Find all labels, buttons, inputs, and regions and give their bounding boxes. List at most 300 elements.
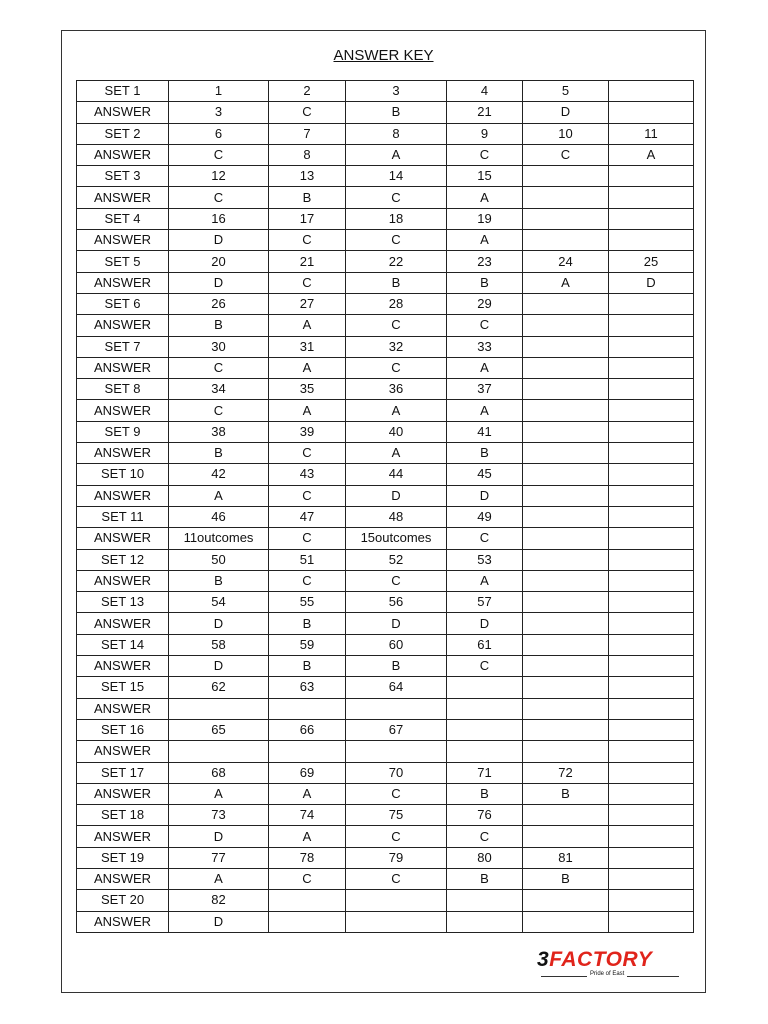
row-label-cell: SET 7 bbox=[77, 336, 169, 357]
table-row bbox=[77, 506, 694, 527]
table-row bbox=[77, 656, 694, 677]
table-cell: 27 bbox=[269, 293, 346, 314]
table-cell bbox=[523, 315, 609, 336]
row-label-cell: ANSWER bbox=[77, 783, 169, 804]
table-cell: B bbox=[269, 656, 346, 677]
table-cell bbox=[523, 719, 609, 740]
table-cell: D bbox=[169, 272, 269, 293]
table-cell bbox=[523, 400, 609, 421]
table-cell: B bbox=[447, 868, 523, 889]
table-cell: 7 bbox=[269, 123, 346, 144]
table-cell: 54 bbox=[169, 592, 269, 613]
table-cell: B bbox=[447, 443, 523, 464]
row-label-cell: ANSWER bbox=[77, 272, 169, 293]
row-label-cell: ANSWER bbox=[77, 144, 169, 165]
table-row bbox=[77, 123, 694, 144]
table-cell bbox=[609, 464, 694, 485]
table-cell: C bbox=[447, 528, 523, 549]
table-cell: 80 bbox=[447, 847, 523, 868]
table-row bbox=[77, 421, 694, 442]
table-cell: 63 bbox=[269, 677, 346, 698]
table-cell: C bbox=[447, 826, 523, 847]
table-cell: C bbox=[169, 400, 269, 421]
table-cell: B bbox=[523, 868, 609, 889]
table-row bbox=[77, 592, 694, 613]
row-label-cell: ANSWER bbox=[77, 315, 169, 336]
table-cell: C bbox=[346, 826, 447, 847]
table-row bbox=[77, 485, 694, 506]
row-label-cell: SET 20 bbox=[77, 890, 169, 911]
table-cell: 21 bbox=[269, 251, 346, 272]
table-cell: A bbox=[169, 868, 269, 889]
table-cell bbox=[609, 847, 694, 868]
row-label-cell: SET 4 bbox=[77, 208, 169, 229]
table-cell: 11outcomes bbox=[169, 528, 269, 549]
table-row bbox=[77, 677, 694, 698]
table-row bbox=[77, 336, 694, 357]
table-cell: 18 bbox=[346, 208, 447, 229]
row-label-cell: SET 1 bbox=[77, 81, 169, 102]
table-cell: 79 bbox=[346, 847, 447, 868]
table-cell bbox=[609, 890, 694, 911]
table-row bbox=[77, 400, 694, 421]
table-cell bbox=[523, 187, 609, 208]
table-cell bbox=[609, 592, 694, 613]
table-cell: B bbox=[169, 443, 269, 464]
table-cell: 23 bbox=[447, 251, 523, 272]
table-cell bbox=[609, 379, 694, 400]
table-cell bbox=[523, 592, 609, 613]
table-cell bbox=[447, 677, 523, 698]
table-cell bbox=[523, 528, 609, 549]
table-cell: 70 bbox=[346, 762, 447, 783]
table-cell bbox=[609, 656, 694, 677]
table-cell: 58 bbox=[169, 634, 269, 655]
table-cell bbox=[523, 506, 609, 527]
table-row bbox=[77, 187, 694, 208]
row-label-cell: SET 19 bbox=[77, 847, 169, 868]
table-cell: 47 bbox=[269, 506, 346, 527]
table-cell: C bbox=[447, 656, 523, 677]
logo-tagline: Pride of East bbox=[587, 971, 627, 977]
answer-key-body bbox=[77, 81, 694, 933]
table-row bbox=[77, 570, 694, 591]
row-label-cell: ANSWER bbox=[77, 613, 169, 634]
table-cell: A bbox=[346, 443, 447, 464]
table-cell: D bbox=[346, 485, 447, 506]
table-cell: 15outcomes bbox=[346, 528, 447, 549]
table-cell: B bbox=[169, 315, 269, 336]
table-cell bbox=[523, 336, 609, 357]
row-label-cell: SET 8 bbox=[77, 379, 169, 400]
table-cell bbox=[269, 741, 346, 762]
table-cell: 43 bbox=[269, 464, 346, 485]
table-cell: 49 bbox=[447, 506, 523, 527]
table-cell bbox=[269, 911, 346, 932]
page-title: ANSWER KEY bbox=[333, 47, 434, 64]
table-cell: C bbox=[447, 315, 523, 336]
table-cell: A bbox=[346, 144, 447, 165]
table-cell: 31 bbox=[269, 336, 346, 357]
table-cell: 74 bbox=[269, 805, 346, 826]
table-cell bbox=[609, 868, 694, 889]
row-label-cell: ANSWER bbox=[77, 826, 169, 847]
table-cell bbox=[609, 102, 694, 123]
table-cell: 1 bbox=[169, 81, 269, 102]
table-cell bbox=[609, 826, 694, 847]
row-label-cell: SET 18 bbox=[77, 805, 169, 826]
table-cell bbox=[609, 528, 694, 549]
table-cell bbox=[269, 698, 346, 719]
table-cell: A bbox=[447, 357, 523, 378]
table-row bbox=[77, 357, 694, 378]
table-cell bbox=[609, 677, 694, 698]
table-cell: 4 bbox=[447, 81, 523, 102]
table-row bbox=[77, 868, 694, 889]
table-cell: A bbox=[269, 783, 346, 804]
table-cell bbox=[609, 613, 694, 634]
table-cell: 28 bbox=[346, 293, 447, 314]
table-cell: 17 bbox=[269, 208, 346, 229]
table-row bbox=[77, 805, 694, 826]
table-cell bbox=[609, 166, 694, 187]
table-cell: 77 bbox=[169, 847, 269, 868]
table-cell bbox=[609, 805, 694, 826]
table-cell: 14 bbox=[346, 166, 447, 187]
table-cell bbox=[447, 741, 523, 762]
row-label-cell: ANSWER bbox=[77, 698, 169, 719]
table-cell: 32 bbox=[346, 336, 447, 357]
table-cell: 33 bbox=[447, 336, 523, 357]
table-cell: A bbox=[269, 400, 346, 421]
table-cell bbox=[609, 485, 694, 506]
table-cell: 62 bbox=[169, 677, 269, 698]
row-label-cell: SET 6 bbox=[77, 293, 169, 314]
row-label-cell: ANSWER bbox=[77, 741, 169, 762]
table-row bbox=[77, 719, 694, 740]
table-cell: 75 bbox=[346, 805, 447, 826]
row-label-cell: ANSWER bbox=[77, 443, 169, 464]
table-cell: A bbox=[346, 400, 447, 421]
row-label-cell: SET 9 bbox=[77, 421, 169, 442]
table-cell bbox=[447, 698, 523, 719]
table-cell bbox=[609, 719, 694, 740]
table-cell: C bbox=[269, 443, 346, 464]
table-cell: A bbox=[447, 230, 523, 251]
table-cell bbox=[523, 613, 609, 634]
table-cell: 9 bbox=[447, 123, 523, 144]
table-cell: 52 bbox=[346, 549, 447, 570]
table-row bbox=[77, 464, 694, 485]
table-cell: B bbox=[523, 783, 609, 804]
table-cell: B bbox=[447, 272, 523, 293]
table-cell: A bbox=[523, 272, 609, 293]
row-label-cell: ANSWER bbox=[77, 911, 169, 932]
row-label-cell: SET 11 bbox=[77, 506, 169, 527]
table-cell: D bbox=[609, 272, 694, 293]
table-cell bbox=[609, 762, 694, 783]
row-label-cell: ANSWER bbox=[77, 528, 169, 549]
table-row bbox=[77, 315, 694, 336]
table-cell: B bbox=[346, 656, 447, 677]
table-cell: C bbox=[269, 570, 346, 591]
table-cell: C bbox=[169, 144, 269, 165]
table-cell: 20 bbox=[169, 251, 269, 272]
table-cell: 64 bbox=[346, 677, 447, 698]
table-row bbox=[77, 379, 694, 400]
table-cell: 68 bbox=[169, 762, 269, 783]
table-cell: C bbox=[346, 868, 447, 889]
table-cell: 82 bbox=[169, 890, 269, 911]
table-row bbox=[77, 741, 694, 762]
table-cell: 38 bbox=[169, 421, 269, 442]
table-cell: 2 bbox=[269, 81, 346, 102]
table-cell: 60 bbox=[346, 634, 447, 655]
table-cell bbox=[346, 698, 447, 719]
table-cell bbox=[523, 677, 609, 698]
table-cell bbox=[609, 315, 694, 336]
row-label-cell: SET 17 bbox=[77, 762, 169, 783]
logo-wordmark bbox=[537, 948, 652, 972]
table-cell: 29 bbox=[447, 293, 523, 314]
table-cell: 69 bbox=[269, 762, 346, 783]
table-cell: 48 bbox=[346, 506, 447, 527]
row-label-cell: SET 10 bbox=[77, 464, 169, 485]
table-cell: 11 bbox=[609, 123, 694, 144]
table-cell: 34 bbox=[169, 379, 269, 400]
table-row bbox=[77, 166, 694, 187]
table-row bbox=[77, 847, 694, 868]
table-cell: 12 bbox=[169, 166, 269, 187]
table-cell bbox=[523, 698, 609, 719]
table-row bbox=[77, 890, 694, 911]
table-cell: C bbox=[346, 357, 447, 378]
row-label-cell: ANSWER bbox=[77, 400, 169, 421]
table-cell bbox=[609, 293, 694, 314]
table-cell: 71 bbox=[447, 762, 523, 783]
table-cell bbox=[523, 805, 609, 826]
table-cell bbox=[609, 911, 694, 932]
row-label-cell: ANSWER bbox=[77, 230, 169, 251]
table-cell bbox=[523, 464, 609, 485]
table-cell: 61 bbox=[447, 634, 523, 655]
table-cell bbox=[609, 336, 694, 357]
table-cell: 36 bbox=[346, 379, 447, 400]
table-cell: 41 bbox=[447, 421, 523, 442]
table-cell: D bbox=[169, 613, 269, 634]
table-cell: C bbox=[447, 144, 523, 165]
table-cell: 50 bbox=[169, 549, 269, 570]
table-cell: 42 bbox=[169, 464, 269, 485]
factory-logo bbox=[537, 948, 687, 984]
table-cell: C bbox=[169, 357, 269, 378]
table-cell bbox=[269, 890, 346, 911]
table-cell bbox=[609, 208, 694, 229]
table-cell: B bbox=[169, 570, 269, 591]
logo-number: 3 bbox=[537, 948, 550, 971]
table-cell bbox=[609, 783, 694, 804]
table-cell: C bbox=[523, 144, 609, 165]
table-cell bbox=[523, 570, 609, 591]
table-cell: A bbox=[269, 357, 346, 378]
table-cell: 35 bbox=[269, 379, 346, 400]
table-cell bbox=[609, 634, 694, 655]
table-cell: 59 bbox=[269, 634, 346, 655]
answer-key-table bbox=[76, 80, 694, 933]
table-row bbox=[77, 251, 694, 272]
table-row bbox=[77, 826, 694, 847]
table-cell: C bbox=[269, 230, 346, 251]
table-cell bbox=[609, 81, 694, 102]
row-label-cell: SET 3 bbox=[77, 166, 169, 187]
table-cell: 37 bbox=[447, 379, 523, 400]
table-cell: C bbox=[269, 868, 346, 889]
table-cell: A bbox=[269, 315, 346, 336]
table-cell bbox=[609, 549, 694, 570]
table-cell: 22 bbox=[346, 251, 447, 272]
table-cell bbox=[609, 187, 694, 208]
table-cell bbox=[523, 634, 609, 655]
table-cell: C bbox=[346, 230, 447, 251]
row-label-cell: ANSWER bbox=[77, 187, 169, 208]
table-cell bbox=[523, 421, 609, 442]
table-cell: D bbox=[523, 102, 609, 123]
table-row bbox=[77, 272, 694, 293]
table-cell: 25 bbox=[609, 251, 694, 272]
table-cell bbox=[346, 741, 447, 762]
table-cell: D bbox=[447, 485, 523, 506]
table-cell: A bbox=[169, 485, 269, 506]
table-cell bbox=[523, 379, 609, 400]
table-cell bbox=[523, 357, 609, 378]
table-row bbox=[77, 293, 694, 314]
table-cell: C bbox=[346, 187, 447, 208]
table-cell: C bbox=[269, 485, 346, 506]
table-cell: 6 bbox=[169, 123, 269, 144]
table-cell bbox=[609, 400, 694, 421]
table-row bbox=[77, 613, 694, 634]
row-label-cell: SET 2 bbox=[77, 123, 169, 144]
row-label-cell: SET 14 bbox=[77, 634, 169, 655]
table-cell: 78 bbox=[269, 847, 346, 868]
table-cell: B bbox=[346, 272, 447, 293]
table-cell: A bbox=[609, 144, 694, 165]
answer-key-page bbox=[61, 30, 706, 993]
table-cell: 73 bbox=[169, 805, 269, 826]
row-label-cell: ANSWER bbox=[77, 485, 169, 506]
row-label-cell: ANSWER bbox=[77, 102, 169, 123]
table-cell: 55 bbox=[269, 592, 346, 613]
table-cell bbox=[523, 890, 609, 911]
table-cell: D bbox=[169, 230, 269, 251]
table-cell bbox=[523, 656, 609, 677]
table-cell: 24 bbox=[523, 251, 609, 272]
table-cell: B bbox=[447, 783, 523, 804]
table-cell bbox=[609, 357, 694, 378]
table-cell: 46 bbox=[169, 506, 269, 527]
row-label-cell: SET 16 bbox=[77, 719, 169, 740]
table-cell: C bbox=[269, 528, 346, 549]
table-cell bbox=[523, 549, 609, 570]
table-cell: A bbox=[447, 570, 523, 591]
table-cell: 30 bbox=[169, 336, 269, 357]
table-cell: 39 bbox=[269, 421, 346, 442]
row-label-cell: ANSWER bbox=[77, 357, 169, 378]
table-cell: A bbox=[169, 783, 269, 804]
table-cell bbox=[523, 208, 609, 229]
table-cell: 76 bbox=[447, 805, 523, 826]
table-cell bbox=[523, 166, 609, 187]
table-cell bbox=[169, 741, 269, 762]
table-cell: C bbox=[346, 315, 447, 336]
table-cell bbox=[169, 698, 269, 719]
table-cell: A bbox=[447, 400, 523, 421]
table-cell: 3 bbox=[169, 102, 269, 123]
table-cell: 26 bbox=[169, 293, 269, 314]
table-row bbox=[77, 208, 694, 229]
row-label-cell: ANSWER bbox=[77, 868, 169, 889]
table-cell: 3 bbox=[346, 81, 447, 102]
table-row bbox=[77, 549, 694, 570]
table-cell: 53 bbox=[447, 549, 523, 570]
table-row bbox=[77, 528, 694, 549]
table-cell: A bbox=[447, 187, 523, 208]
table-cell: C bbox=[269, 102, 346, 123]
table-cell: 67 bbox=[346, 719, 447, 740]
row-label-cell: SET 5 bbox=[77, 251, 169, 272]
table-row bbox=[77, 443, 694, 464]
table-cell: 81 bbox=[523, 847, 609, 868]
row-label-cell: SET 13 bbox=[77, 592, 169, 613]
table-cell: B bbox=[346, 102, 447, 123]
table-cell: B bbox=[269, 187, 346, 208]
table-cell: C bbox=[269, 272, 346, 293]
table-cell: B bbox=[269, 613, 346, 634]
table-cell: C bbox=[346, 570, 447, 591]
row-label-cell: ANSWER bbox=[77, 570, 169, 591]
table-cell: D bbox=[447, 613, 523, 634]
table-cell bbox=[609, 570, 694, 591]
table-cell bbox=[609, 230, 694, 251]
table-cell bbox=[609, 741, 694, 762]
table-cell: 8 bbox=[346, 123, 447, 144]
table-cell: C bbox=[346, 783, 447, 804]
table-cell bbox=[523, 826, 609, 847]
table-cell: 10 bbox=[523, 123, 609, 144]
table-cell bbox=[447, 890, 523, 911]
table-cell: 19 bbox=[447, 208, 523, 229]
table-cell bbox=[609, 506, 694, 527]
table-cell bbox=[609, 421, 694, 442]
table-cell: D bbox=[169, 826, 269, 847]
table-cell: 45 bbox=[447, 464, 523, 485]
table-cell: 13 bbox=[269, 166, 346, 187]
table-row bbox=[77, 102, 694, 123]
table-cell bbox=[447, 911, 523, 932]
table-cell: 21 bbox=[447, 102, 523, 123]
table-cell: 51 bbox=[269, 549, 346, 570]
table-cell: 15 bbox=[447, 166, 523, 187]
table-cell bbox=[609, 443, 694, 464]
table-cell: D bbox=[169, 656, 269, 677]
table-cell bbox=[523, 230, 609, 251]
table-cell: 8 bbox=[269, 144, 346, 165]
table-cell bbox=[523, 741, 609, 762]
table-row bbox=[77, 634, 694, 655]
table-row bbox=[77, 81, 694, 102]
table-cell: 5 bbox=[523, 81, 609, 102]
logo-word: FACTORY bbox=[549, 948, 653, 971]
